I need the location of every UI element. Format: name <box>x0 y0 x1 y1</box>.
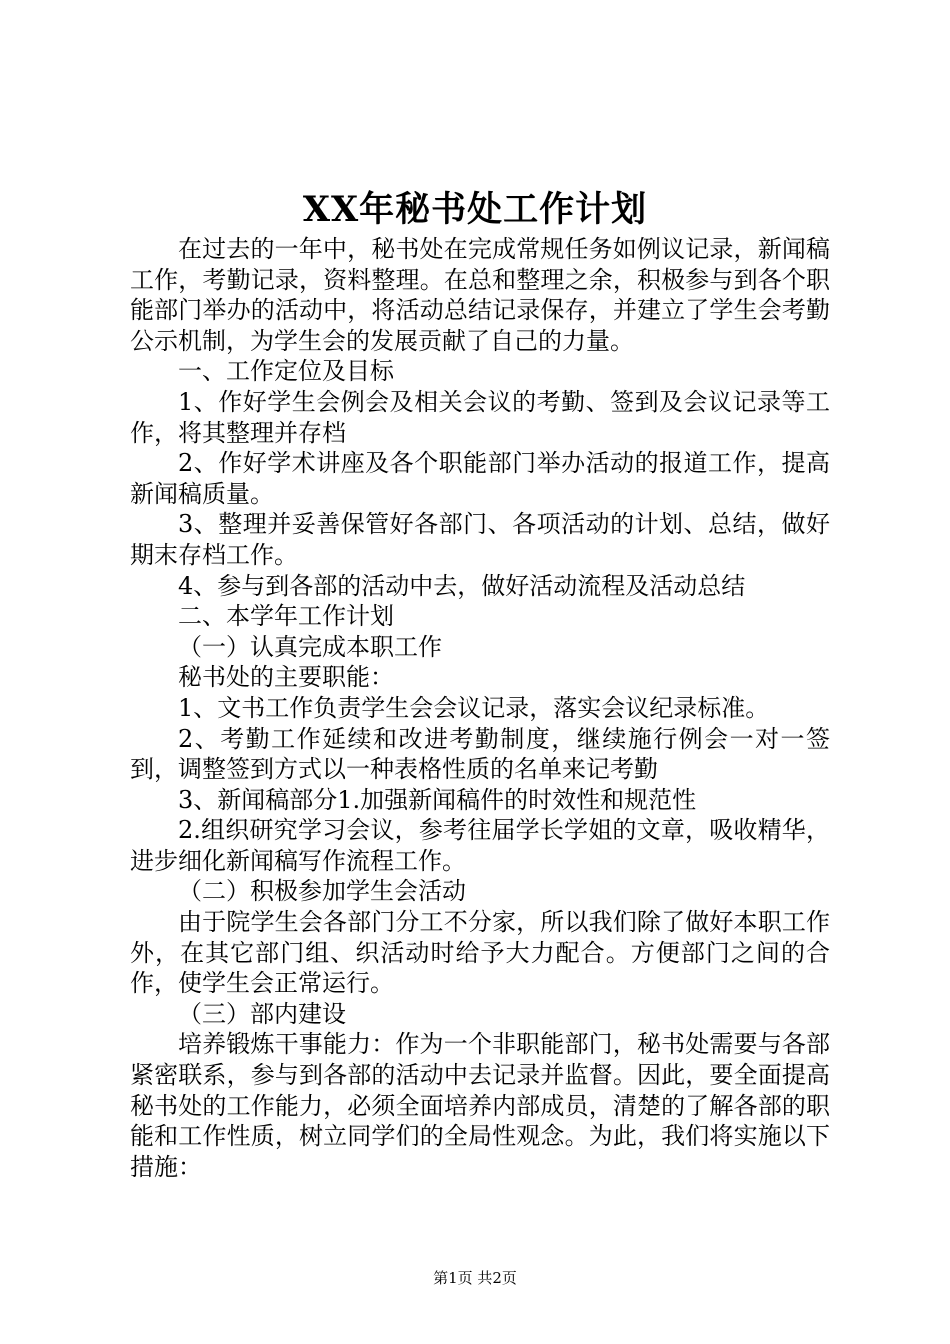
paragraph: 培养锻炼干事能力：作为一个非职能部门，秘书处需要与各部紧密联系，参与到各部的活动中去记录并监督。因此，要全面提高秘书处的工作能力，必须全面培养内部成员，清楚的了解各部的职能和工作性质，树立同学们的全局性观念。为此，我们将实施以下措施： <box>130 1030 830 1181</box>
subheading-2: （二）积极参加学生会活动 <box>178 877 466 906</box>
list-item: 2、作好学术讲座及各个职能部门举办活动的报道工作，提高新闻稿质量。 <box>130 449 830 508</box>
list-item: 3、新闻稿部分1.加强新闻稿件的时效性和规范性 <box>178 785 697 814</box>
subheading-1: （一）认真完成本职工作 <box>178 632 442 661</box>
paragraph: 由于院学生会各部门分工不分家，所以我们除了做好本职工作外，在其它部门组、织活动时给予大力配合。方便部门之间的合作，使学生会正常运行。 <box>130 908 830 998</box>
page-number-footer: 第1页 共2页 <box>433 1269 517 1287</box>
list-item: 1、文书工作负责学生会会议记录，落实会议纪录标准。 <box>178 693 770 722</box>
list-item: 4、参与到各部的活动中去，做好活动流程及活动总结 <box>178 571 746 600</box>
document-title: XX年秘书处工作计划 <box>302 189 648 230</box>
paragraph-intro: 在过去的一年中，秘书处在完成常规任务如例议记录，新闻稿工作，考勤记录，资料整理。在总和整理之余，积极参与到各个职能部门举办的活动中，将活动总结记录保存，并建立了学生会考勤公示机制，为学生会的发展贡献了自己的力量。 <box>130 235 830 355</box>
document-body <box>130 234 830 1182</box>
list-item: 3、整理并妥善保管好各部门、各项活动的计划、总结，做好期末存档工作。 <box>130 510 830 569</box>
list-item: 2、考勤工作延续和改进考勤制度，继续施行例会一对一签到，调整签到方式以一种表格性质的名单来记考勤 <box>130 724 830 784</box>
paragraph: 秘书处的主要职能： <box>178 663 394 692</box>
heading-section-1: 一、工作定位及目标 <box>178 357 394 386</box>
heading-section-2: 二、本学年工作计划 <box>178 602 394 631</box>
list-item: 2.组织研究学习会议，参考往届学长学姐的文章，吸收精华，进步细化新闻稿写作流程工作。 <box>130 816 830 875</box>
subheading-3: （三）部内建设 <box>178 999 346 1028</box>
list-item: 1、作好学生会例会及相关会议的考勤、签到及会议记录等工作，将其整理并存档 <box>130 387 830 447</box>
